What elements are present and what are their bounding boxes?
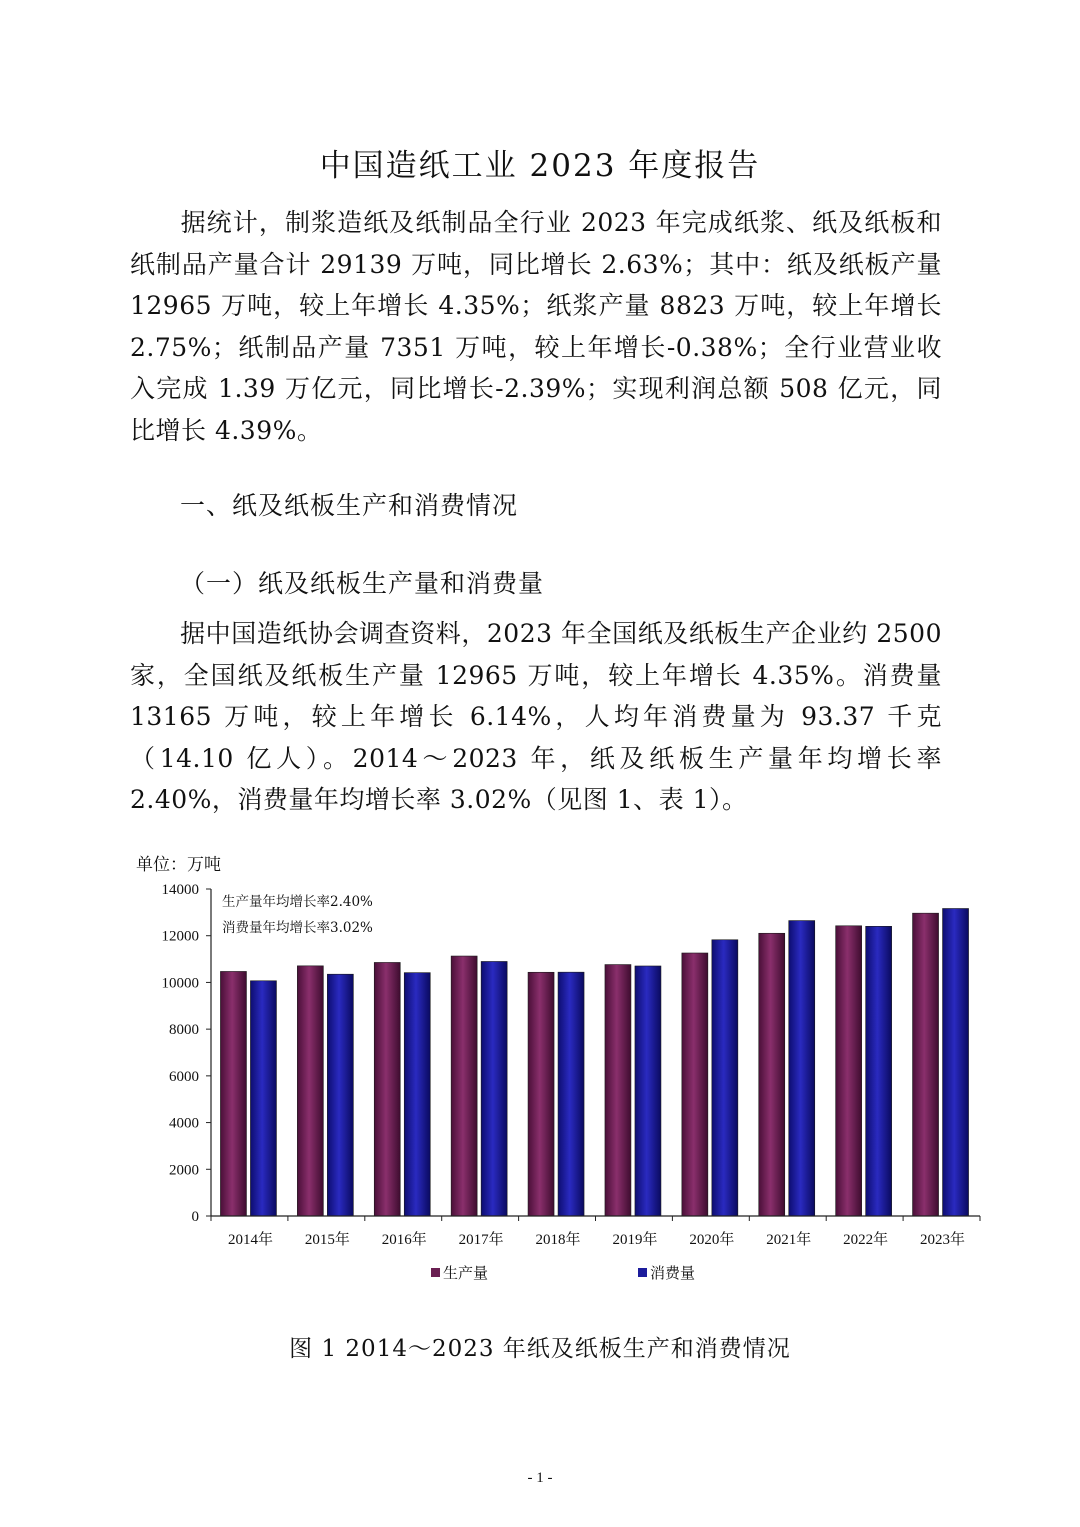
bar-consumption <box>866 926 892 1216</box>
legend-label: 消费量 <box>650 1264 696 1282</box>
bar-production <box>605 965 631 1216</box>
section-heading: 一、纸及纸板生产和消费情况 <box>180 491 519 520</box>
bar-production <box>374 962 400 1216</box>
bar-production <box>297 966 323 1216</box>
y-tick-label: 4000 <box>169 1115 199 1132</box>
body-paragraph <box>130 613 942 821</box>
legend-label: 生产量 <box>443 1264 489 1282</box>
bar-consumption <box>712 940 738 1216</box>
bar-consumption <box>943 909 969 1216</box>
bar-chart-svg <box>120 840 1000 1300</box>
legend-swatch <box>638 1268 647 1277</box>
x-tick-label: 2015年 <box>304 1232 350 1248</box>
document-title: 中国造纸工业 2023 年度报告 <box>319 148 761 184</box>
bar-production <box>220 971 246 1216</box>
x-tick-label: 2018年 <box>535 1232 581 1248</box>
bar-consumption <box>635 966 661 1216</box>
x-tick-label: 2023年 <box>920 1232 966 1248</box>
y-tick-label: 14000 <box>161 882 199 898</box>
legend-swatch <box>431 1268 440 1277</box>
bar-consumption <box>789 921 815 1216</box>
bar-production <box>913 913 939 1216</box>
intro-paragraph <box>130 202 942 451</box>
y-axis <box>162 882 212 1225</box>
bar-consumption <box>327 974 353 1216</box>
x-axis <box>211 1216 980 1248</box>
y-tick-label: 0 <box>191 1209 199 1225</box>
y-tick-label: 6000 <box>169 1068 199 1085</box>
x-tick-label: 2019年 <box>612 1232 658 1248</box>
y-tick-label: 2000 <box>169 1162 199 1179</box>
page-number: - 1 - <box>527 1470 553 1486</box>
x-tick-label: 2021年 <box>766 1232 812 1248</box>
intro-text: 据统计，制浆造纸及纸制品全行业 2023 年完成纸浆、纸及纸板和纸制品产量合计 29139 万吨，同比增长 2.63%；其中：纸及纸板产量 12965 万吨，较上年增长 4.35%；纸浆产量 8823 万吨，较上年增长 2.75%；纸制品产量 7351 万吨，较上年增长-0.38%；全行业营业收入完成 1.39 万亿元，同比增长-2.39%；实现利润总额 508 亿元，同比增长 4.39%。 <box>130 208 942 445</box>
bar-production <box>759 933 785 1216</box>
bar-consumption <box>250 981 276 1216</box>
figure-caption: 图 1 2014～2023 年纸及纸板生产和消费情况 <box>289 1336 791 1362</box>
legend <box>431 1264 695 1282</box>
bars-group <box>220 909 968 1216</box>
bar-production <box>528 972 554 1216</box>
annotation-production-growth: 生产量年均增长率2.40% <box>222 894 373 910</box>
y-tick-label: 10000 <box>161 975 199 992</box>
bar-production <box>836 926 862 1216</box>
bar-chart <box>120 840 1000 1300</box>
x-tick-label: 2017年 <box>458 1232 504 1248</box>
x-tick-label: 2014年 <box>227 1232 273 1248</box>
x-tick-label: 2022年 <box>843 1232 889 1248</box>
body-text: 据中国造纸协会调查资料，2023 年全国纸及纸板生产企业约 2500 家，全国纸及纸板生产量 12965 万吨，较上年增长 4.35%。消费量 13165 万吨，较上年增长 6.14%，人均年消费量为 93.37 千克（14.10 亿人）。2014～2023 年，纸及纸板生产量年均增长率 2.40%，消费量年均增长率 3.02%（见图 1、表 1）。 <box>130 619 942 814</box>
bar-consumption <box>558 972 584 1216</box>
bar-consumption <box>481 961 507 1216</box>
bar-consumption <box>404 973 430 1216</box>
annotation-consumption-growth: 消费量年均增长率3.02% <box>222 920 373 936</box>
x-tick-label: 2020年 <box>689 1232 735 1248</box>
x-tick-label: 2016年 <box>381 1232 427 1248</box>
unit-label: 单位：万吨 <box>136 855 221 875</box>
bar-production <box>682 953 708 1216</box>
y-tick-label: 8000 <box>169 1022 199 1039</box>
bar-production <box>451 956 477 1216</box>
y-tick-label: 12000 <box>161 928 199 945</box>
subsection-heading: （一）纸及纸板生产量和消费量 <box>180 569 545 598</box>
